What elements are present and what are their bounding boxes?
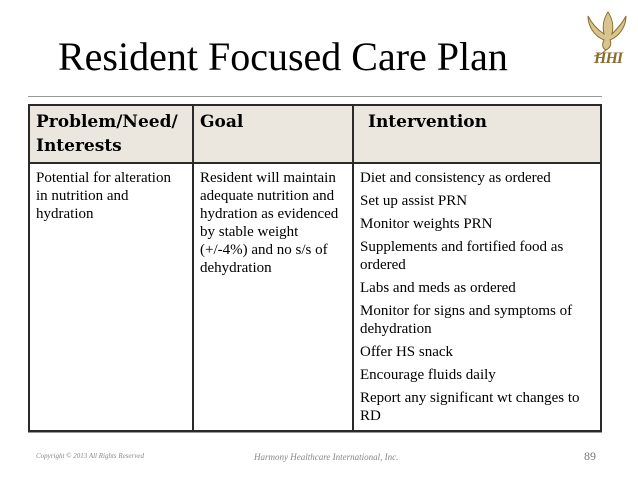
footer-company: Harmony Healthcare International, Inc. (254, 452, 399, 462)
slide-title: Resident Focused Care Plan (58, 34, 508, 79)
intervention-cell (353, 163, 601, 431)
page-number: 89 (584, 449, 596, 463)
intervention-item: Offer HS snack (360, 344, 454, 360)
logo-text: HHI (594, 50, 623, 67)
problem-cell: Potential for alteration in nutrition and hydration (29, 163, 193, 431)
intervention-item: Supplements and fortified food as ordered (360, 239, 564, 273)
top-divider (28, 96, 602, 97)
header-goal: Goal (193, 105, 353, 163)
intervention-item: Monitor for signs and symptoms of dehydration (360, 303, 573, 337)
care-plan-table (28, 104, 602, 432)
footer-copyright: Copyright © 2013 All Rights Reserved (36, 452, 145, 460)
table-header-row (29, 105, 601, 163)
dove-logo-icon (580, 8, 636, 84)
intervention-item: Encourage fluids daily (360, 367, 496, 383)
intervention-item: Report any significant wt changes to RD (360, 390, 580, 424)
header-intervention: Intervention (353, 105, 601, 163)
table-row (29, 163, 601, 431)
intervention-item: Labs and meds as ordered (360, 280, 516, 296)
intervention-item: Monitor weights PRN (360, 216, 493, 232)
intervention-item: Set up assist PRN (360, 193, 468, 209)
intervention-item: Diet and consistency as ordered (360, 170, 551, 186)
header-problem: Problem/Need/ Interests (29, 105, 193, 163)
goal-cell: Resident will maintain adequate nutrition and hydration as evidenced by stable weight (+/-4%) and no s/s of dehydration (193, 163, 353, 431)
bottom-divider (28, 432, 602, 433)
